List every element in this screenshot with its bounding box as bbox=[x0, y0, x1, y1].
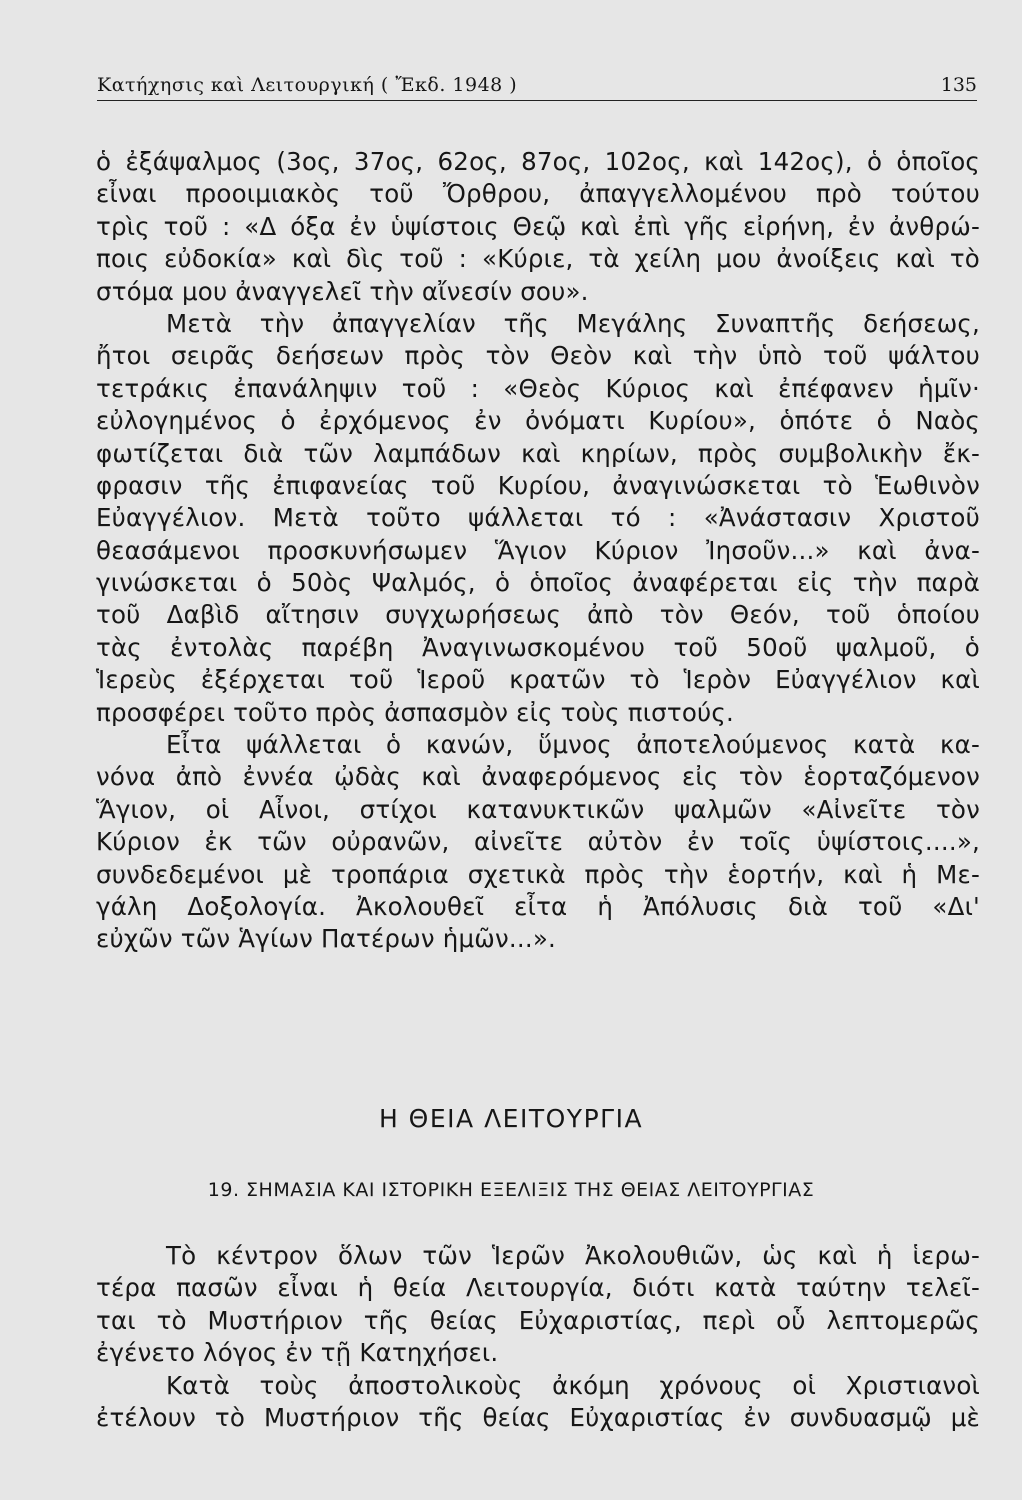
section-title: Η ΘΕΙΑ ΛΕΙΤΟΥΡΓΙΑ bbox=[378, 1104, 644, 1133]
text-line: εἶναι προοιμιακὸς τοῦ Ὄρθρου, ἀπαγγελλομένου πρὸ τούτου bbox=[96, 179, 980, 209]
text-line: Τὸ κέντρον ὅλων τῶν Ἱερῶν Ἀκολουθιῶν, ὡς καὶ ἡ ἱερω- bbox=[166, 1241, 980, 1270]
text-line: ὁ ἐξάψαλμος (3ος, 37ος, 62ος, 87ος, 102ος, καὶ 142ος), ὁ ὁποῖος bbox=[96, 147, 980, 176]
text-line: Κύριον ἐκ τῶν οὐρανῶν, αἰνεῖτε αὐτὸν ἐν τοῖς ὑψίστοις....», bbox=[96, 827, 980, 857]
subsection-title: 19. ΣΗΜΑΣΙΑ ΚΑΙ ΙΣΤΟΡΙΚΗ ΕΞΕΛΙΞΙΣ ΤΗΣ ΘΕΙΑΣ ΛΕΙΤΟΥΡΓΙΑΣ bbox=[207, 1179, 815, 1201]
text-line: Μετὰ τὴν ἀπαγγελίαν τῆς Μεγάλης Συναπτῆς δεήσεως, bbox=[166, 308, 980, 338]
body-text-top bbox=[96, 146, 980, 956]
text-line: συνδεδεμένοι μὲ τροπάρια σχετικὰ πρὸς τὴν ἑορτήν, καὶ ἡ Με- bbox=[96, 859, 980, 889]
text-line: ἐτέλουν τὸ Μυστήριον τῆς θείας Εὐχαριστίας ἐν συνδυασμῷ μὲ bbox=[96, 1402, 980, 1432]
text-line: ποις εὐδοκία» καὶ δὶς τοῦ : «Κύριε, τὰ χείλη μου ἀνοίξεις καὶ τὸ bbox=[96, 244, 980, 274]
text-line: εὐχῶν τῶν Ἁγίων Πατέρων ἡμῶν...». bbox=[96, 924, 557, 954]
text-line: τέρα πασῶν εἶναι ἡ θεία Λειτουργία, διότι κατὰ ταύτην τελεῖ- bbox=[96, 1273, 980, 1303]
text-line: γινώσκεται ὁ 50ὸς Ψαλμός, ὁ ὁποῖος ἀναφέρεται εἰς τὴν παρὰ bbox=[96, 568, 980, 598]
text-line: τρὶς τοῦ : «Δ όξα ἐν ὑψίστοις Θεῷ καὶ ἐπὶ γῆς εἰρήνη, ἐν ἀνθρώ- bbox=[96, 211, 980, 241]
running-title: Κατήχησις καὶ Λειτουργική ( Ἔκδ. 1948 ) bbox=[97, 74, 518, 96]
text-line: τοῦ Δαβὶδ αἴτησιν συγχωρήσεως ἀπὸ τὸν Θεόν, τοῦ ὁποίου bbox=[96, 600, 980, 630]
page-header bbox=[97, 74, 977, 101]
text-line: νόνα ἀπὸ ἐννέα ᾠδὰς καὶ ἀναφερόμενος εἰς τὸν ἑορταζόμενον bbox=[96, 762, 980, 792]
text-line: προσφέρει τοῦτο πρὸς ἀσπασμὸν εἰς τοὺς πιστούς. bbox=[96, 697, 734, 727]
text-line: φωτίζεται διὰ τῶν λαμπάδων καὶ κηρίων, πρὸς συμβολικὴν ἔκ- bbox=[96, 438, 980, 468]
text-line: στόμα μου ἀναγγελεῖ τὴν αἴνεσίν σου». bbox=[96, 276, 589, 306]
text-line: φρασιν τῆς ἐπιφανείας τοῦ Κυρίου, ἀναγινώσκεται τὸ Ἑωθινὸν bbox=[96, 470, 980, 500]
text-line: ἤτοι σειρᾶς δεήσεων πρὸς τὸν Θεὸν καὶ τὴν ὑπὸ τοῦ ψάλτου bbox=[96, 341, 980, 371]
text-line: ται τὸ Μυστήριον τῆς θείας Εὐχαριστίας, περὶ οὗ λεπτομερῶς bbox=[96, 1305, 980, 1335]
text-line: τὰς ἐντολὰς παρέβη Ἀναγινωσκομένου τοῦ 50οῦ ψαλμοῦ, ὁ bbox=[96, 632, 980, 662]
body-text-bottom bbox=[96, 1240, 980, 1434]
text-line: Εὐαγγέλιον. Μετὰ τοῦτο ψάλλεται τό : «Ἀνάστασιν Χριστοῦ bbox=[96, 503, 980, 533]
text-line: γάλη Δοξολογία. Ἀκολουθεῖ εἶτα ἡ Ἀπόλυσις διὰ τοῦ «Δι' bbox=[96, 891, 980, 921]
text-line: εὐλογημένος ὁ ἐρχόμενος ἐν ὀνόματι Κυρίου», ὁπότε ὁ Ναὸς bbox=[96, 406, 980, 436]
text-line: Ἅγιον, οἱ Αἶνοι, στίχοι κατανυκτικῶν ψαλμῶν «Αἰνεῖτε τὸν bbox=[96, 794, 980, 824]
text-line: ἐγένετο λόγος ἐν τῇ Κατηχήσει. bbox=[96, 1338, 499, 1368]
text-line: Ἱερεὺς ἐξέρχεται τοῦ Ἱεροῦ κρατῶν τὸ Ἱερὸν Εὐαγγέλιον καὶ bbox=[96, 665, 980, 695]
text-line: Εἶτα ψάλλεται ὁ κανών, ὕμνος ἀποτελούμενος κατὰ κα- bbox=[166, 730, 980, 760]
text-line: θεασάμενοι προσκυνήσωμεν Ἅγιον Κύριον Ἰησοῦν...» καὶ ἀνα- bbox=[96, 535, 980, 565]
page-number: 135 bbox=[940, 74, 977, 96]
text-line: τετράκις ἐπανάληψιν τοῦ : «Θεὸς Κύριος καὶ ἐπέφανεν ἡμῖν· bbox=[96, 373, 980, 403]
text-line: Κατὰ τοὺς ἀποστολικοὺς ἀκόμη χρόνους οἱ Χριστιανοὶ bbox=[166, 1370, 980, 1400]
